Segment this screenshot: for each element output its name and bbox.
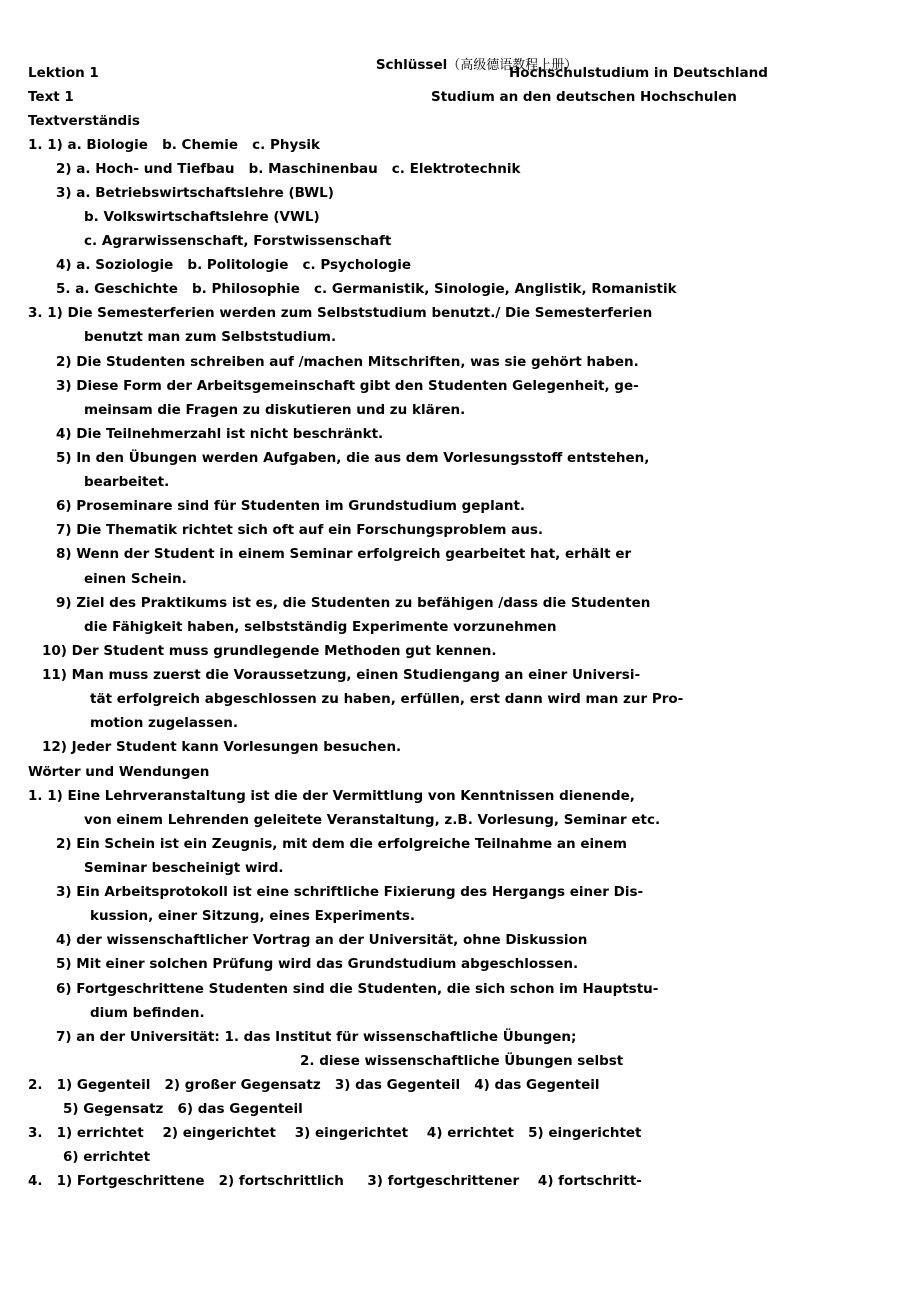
answer-line: 5) Gegensatz 6) das Gegenteil <box>63 1101 303 1117</box>
answer-line: 4) a. Soziologie b. Politologie c. Psychologie <box>56 257 412 273</box>
answer-line: Seminar bescheinigt wird. <box>84 860 284 876</box>
answer-line: 2. 1) Gegenteil 2) großer Gegensatz 3) das Gegenteil 4) das Gegenteil <box>28 1077 600 1093</box>
answer-line: b. Volkswirtschaftslehre (VWL) <box>84 209 320 225</box>
answer-line: c. Agrarwissenschaft, Forstwissenschaft <box>84 233 392 249</box>
text-label: Text 1 <box>28 89 74 105</box>
answer-line: 3) Diese Form der Arbeitsgemeinschaft gibt den Studenten Gelegenheit, ge- <box>56 378 639 394</box>
lektion-label: Lektion 1 <box>28 65 99 81</box>
answer-line: 6) errichtet <box>63 1149 151 1165</box>
answer-line: 12) Jeder Student kann Vorlesungen besuchen. <box>42 739 402 755</box>
text-topic: Studium an den deutschen Hochschulen <box>431 89 737 105</box>
title-cjk: （高级德语教程上册） <box>447 58 578 73</box>
answer-line: 7) an der Universität: 1. das Institut für wissenschaftliche Übungen; <box>56 1029 577 1045</box>
answer-line: kussion, einer Sitzung, eines Experiments. <box>90 908 416 924</box>
answer-line: von einem Lehrenden geleitete Veranstaltung, z.B. Vorlesung, Seminar etc. <box>84 812 661 828</box>
lektion-topic: Hochschulstudium in Deutschland <box>509 65 768 81</box>
answer-line: 3. 1) errichtet 2) eingerichtet 3) eingerichtet 4) errichtet 5) eingerichtet <box>28 1125 642 1141</box>
answer-line: 2. diese wissenschaftliche Übungen selbst <box>300 1053 624 1069</box>
answer-line: 3) Ein Arbeitsprotokoll ist eine schriftliche Fixierung des Hergangs einer Dis- <box>56 884 644 900</box>
answer-line: 6) Fortgeschrittene Studenten sind die Studenten, die sich schon im Hauptstu- <box>56 981 659 997</box>
answer-line: 1. 1) a. Biologie b. Chemie c. Physik <box>28 137 320 153</box>
answer-line: 6) Proseminare sind für Studenten im Grundstudium geplant. <box>56 498 526 514</box>
answer-line: 2) a. Hoch- und Tiefbau b. Maschinenbau c. Elektrotechnik <box>56 161 521 177</box>
section-heading: Textverständis <box>28 113 140 129</box>
answer-line: 11) Man muss zuerst die Voraussetzung, einen Studiengang an einer Universi- <box>42 667 641 683</box>
answer-line: 1. 1) Eine Lehrveranstaltung ist die der Vermittlung von Kenntnissen dienende, <box>28 788 635 804</box>
answer-line: meinsam die Fragen zu diskutieren und zu klären. <box>84 402 466 418</box>
answer-line: tät erfolgreich abgeschlossen zu haben, erfüllen, erst dann wird man zur Pro- <box>90 691 684 707</box>
answer-line: bearbeitet. <box>84 474 170 490</box>
answer-line: 7) Die Thematik richtet sich oft auf ein Forschungsproblem aus. <box>56 522 544 538</box>
answer-line: 3) a. Betriebswirtschaftslehre (BWL) <box>56 185 334 201</box>
answer-line: 5. a. Geschichte b. Philosophie c. Germanistik, Sinologie, Anglistik, Romanistik <box>56 281 677 297</box>
answer-line: motion zugelassen. <box>90 715 238 731</box>
answer-line: die Fähigkeit haben, selbstständig Experimente vorzunehmen <box>84 619 557 635</box>
answer-line: 4) der wissenschaftlicher Vortrag an der Universität, ohne Diskussion <box>56 932 588 948</box>
answer-line: dium befinden. <box>90 1005 205 1021</box>
answer-line: 8) Wenn der Student in einem Seminar erfolgreich gearbeitet hat, erhält er <box>56 546 632 562</box>
answer-line: 4) Die Teilnehmerzahl ist nicht beschränkt. <box>56 426 384 442</box>
answer-line: 2) Die Studenten schreiben auf /machen Mitschriften, was sie gehört haben. <box>56 354 639 370</box>
answer-line: 5) Mit einer solchen Prüfung wird das Grundstudium abgeschlossen. <box>56 956 579 972</box>
answer-line: 4. 1) Fortgeschrittene 2) fortschrittlich 3) fortgeschrittener 4) fortschritt- <box>28 1173 642 1189</box>
answer-line: 3. 1) Die Semesterferien werden zum Selbststudium benutzt./ Die Semesterferien <box>28 305 653 321</box>
answer-line: 5) In den Übungen werden Aufgaben, die aus dem Vorlesungsstoff entstehen, <box>56 450 650 466</box>
title-main: Schlüssel <box>375 57 448 73</box>
answer-line: einen Schein. <box>84 571 187 587</box>
section-heading: Wörter und Wendungen <box>28 764 210 780</box>
answer-line: 10) Der Student muss grundlegende Methoden gut kennen. <box>42 643 497 659</box>
answer-line: benutzt man zum Selbststudium. <box>84 329 337 345</box>
answer-line: 9) Ziel des Praktikums ist es, die Studenten zu befähigen /dass die Studenten <box>56 595 651 611</box>
answer-line: 2) Ein Schein ist ein Zeugnis, mit dem die erfolgreiche Teilnahme an einem <box>56 836 627 852</box>
